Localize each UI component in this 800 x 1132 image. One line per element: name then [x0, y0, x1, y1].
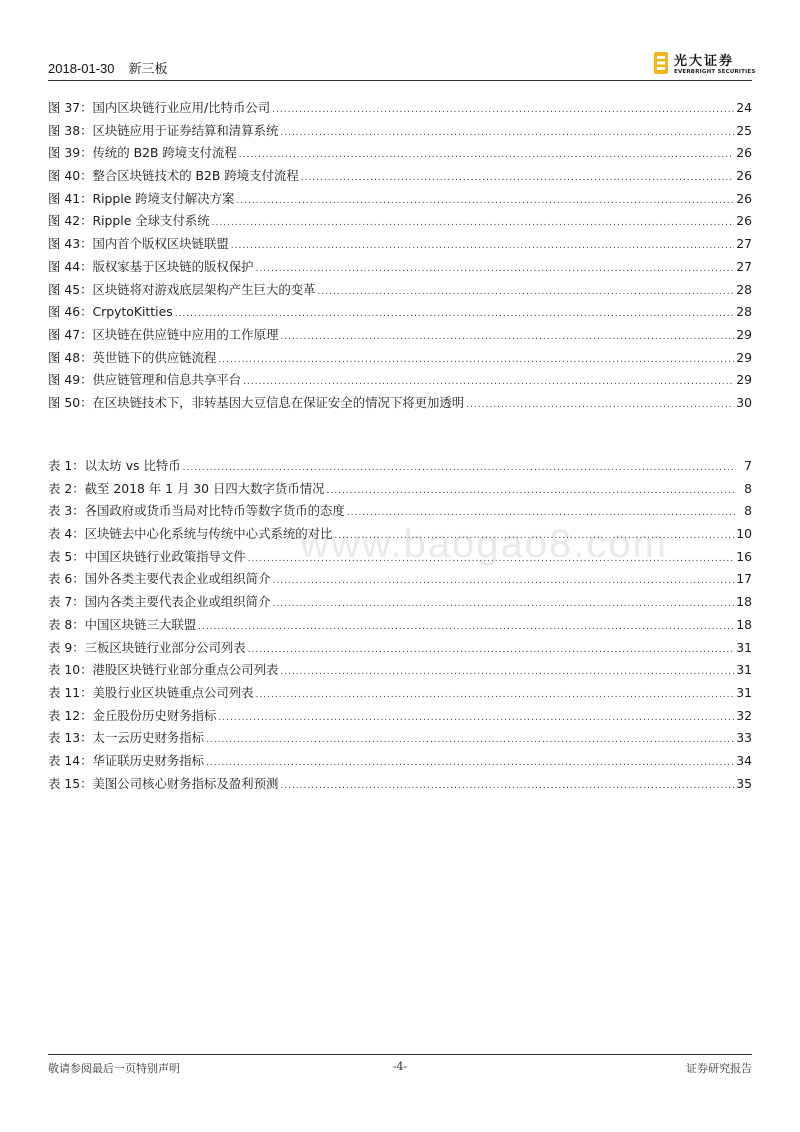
toc-entry[interactable]	[48, 234, 752, 257]
toc-entry-label: 图 39：传统的 B2B 跨境支付流程	[48, 145, 237, 161]
toc-entry-page: 17	[736, 571, 752, 587]
page-header	[48, 50, 756, 80]
toc-entry-page: 26	[736, 213, 752, 229]
toc-leader-dots	[231, 241, 734, 251]
toc-entry[interactable]	[48, 143, 752, 166]
toc-entry[interactable]	[48, 683, 752, 706]
toc-leader-dots	[272, 599, 734, 609]
toc-entry[interactable]	[48, 325, 752, 348]
toc-entry[interactable]	[48, 121, 752, 144]
toc-entry-label: 图 46：CrpytoKitties	[48, 304, 173, 320]
toc-entry-page: 27	[736, 236, 752, 252]
toc-entry[interactable]	[48, 98, 752, 121]
toc-entry-page: 29	[736, 372, 752, 388]
toc-leader-dots	[248, 554, 735, 564]
toc-entry[interactable]	[48, 569, 752, 592]
toc-entry-page: 18	[736, 594, 752, 610]
report-category: 新三板	[128, 61, 168, 76]
toc-entry-page: 30	[736, 394, 752, 410]
toc-entry[interactable]	[48, 728, 752, 751]
toc-entry-label: 图 49：供应链管理和信息共享平台	[48, 372, 242, 388]
toc-entry[interactable]	[48, 189, 752, 212]
toc-entry-label: 图 47：区块链在供应链中应用的工作原理	[48, 326, 279, 342]
toc-entry-page: 8	[744, 480, 752, 496]
toc-entry-page: 25	[736, 122, 752, 138]
toc-entry-label: 图 41：Ripple 跨境支付解决方案	[48, 190, 235, 206]
logo-mark-icon	[654, 52, 668, 74]
toc-entry-page: 31	[736, 639, 752, 655]
toc-leader-dots	[175, 309, 735, 319]
toc-entry[interactable]	[48, 479, 752, 502]
toc-entry-page: 27	[736, 258, 752, 274]
toc-entry-label: 表 11：美股行业区块链重点公司列表	[48, 684, 254, 700]
toc-leader-dots	[280, 667, 734, 677]
page-footer	[48, 1060, 752, 1078]
toc-entry[interactable]	[48, 592, 752, 615]
toc-entry-label: 表 6：国外各类主要代表企业或组织简介	[48, 571, 271, 587]
toc-leader-dots	[272, 105, 734, 115]
company-logo	[654, 50, 756, 80]
toc-entry-label: 图 38：区块链应用于证券结算和清算系统	[48, 122, 279, 138]
toc-entry-page: 33	[736, 730, 752, 746]
toc-entry-page: 28	[736, 304, 752, 320]
toc-entry-page: 8	[744, 503, 752, 519]
toc-entry-label: 图 42：Ripple 全球支付系统	[48, 213, 210, 229]
toc-entry[interactable]	[48, 638, 752, 661]
toc-leader-dots	[334, 531, 734, 541]
toc-leader-dots	[206, 735, 734, 745]
toc-leader-dots	[218, 713, 734, 723]
toc-entry-page: 26	[736, 190, 752, 206]
toc-entry-page: 32	[736, 707, 752, 723]
footer-disclaimer: 敬请参阅最后一页特别声明	[48, 1062, 180, 1075]
toc-entry-label: 表 13：太一云历史财务指标	[48, 730, 205, 746]
toc-leader-dots	[272, 576, 734, 586]
toc-entry[interactable]	[48, 166, 752, 189]
toc-entry[interactable]	[48, 211, 752, 234]
toc-entry-label: 图 43：国内首个版权区块链联盟	[48, 236, 229, 252]
toc-entry[interactable]	[48, 524, 752, 547]
toc-leader-dots	[212, 218, 735, 228]
logo-text-cn: 光大证券	[674, 54, 735, 69]
toc-entry-page: 10	[736, 526, 752, 542]
toc-entry-page: 31	[736, 662, 752, 678]
toc-entry-label: 图 48：英世链下的供应链流程	[48, 349, 217, 365]
report-date: 2018-01-30	[48, 61, 115, 76]
toc-entry-label: 表 12：金丘股份历史财务指标	[48, 707, 217, 723]
toc-entry-page: 35	[736, 775, 752, 791]
toc-leader-dots	[318, 287, 735, 297]
toc-leader-dots	[248, 645, 735, 655]
toc-leader-dots	[256, 264, 735, 274]
toc-entry[interactable]	[48, 501, 752, 524]
toc-leader-dots	[347, 508, 736, 518]
toc-entry-label: 表 5：中国区块链行业政策指导文件	[48, 548, 246, 564]
toc-entry-page: 26	[736, 145, 752, 161]
toc-leader-dots	[280, 332, 734, 342]
toc-entry[interactable]	[48, 393, 752, 416]
toc-entry[interactable]	[48, 774, 752, 797]
toc-entry[interactable]	[48, 280, 752, 303]
toc-entry-label: 表 1：以太坊 vs 比特币	[48, 458, 181, 473]
toc-entry-page: 34	[736, 752, 752, 768]
toc-leader-dots	[243, 377, 734, 387]
toc-entry[interactable]	[48, 547, 752, 570]
toc-entry-page: 24	[736, 100, 752, 115]
toc-entry-label: 表 15：美图公司核心财务指标及盈利预测	[48, 775, 279, 791]
toc-entry-page: 16	[736, 548, 752, 564]
toc-entry-label: 表 10：港股区块链行业部分重点公司列表	[48, 662, 279, 678]
toc-entry[interactable]	[48, 302, 752, 325]
header-info	[48, 58, 168, 77]
header-divider	[48, 80, 752, 81]
toc-leader-dots	[327, 486, 737, 496]
footer-divider	[48, 1054, 752, 1055]
toc-leader-dots	[236, 196, 734, 206]
page-number: -4-	[392, 1060, 408, 1073]
table-list	[48, 456, 752, 796]
toc-leader-dots	[206, 758, 734, 768]
toc-leader-dots	[198, 622, 734, 632]
toc-leader-dots	[466, 400, 734, 410]
footer-report-type: 证券研究报告	[686, 1062, 752, 1075]
toc-entry-label: 表 3：各国政府或货币当局对比特币等数字货币的态度	[48, 503, 345, 519]
toc-leader-dots	[280, 781, 734, 791]
toc-entry-label: 表 9：三板区块链行业部分公司列表	[48, 639, 246, 655]
toc-entry-label: 图 45：区块链将对游戏底层架构产生巨大的变革	[48, 281, 316, 297]
toc-entry-page: 18	[736, 616, 752, 632]
toc-leader-dots	[256, 690, 735, 700]
toc-entry[interactable]	[48, 751, 752, 774]
toc-leader-dots	[218, 355, 734, 365]
logo-text-en: EVERBRIGHT SECURITIES	[674, 69, 756, 75]
toc-leader-dots	[301, 173, 735, 183]
toc-entry[interactable]	[48, 660, 752, 683]
toc-entry-label: 表 14：华证联历史财务指标	[48, 752, 205, 768]
toc-entry[interactable]	[48, 456, 752, 479]
toc-entry-label: 表 7：国内各类主要代表企业或组织简介	[48, 594, 271, 610]
toc-entry-label: 表 4：区块链去中心化系统与传统中心式系统的对比	[48, 526, 333, 542]
toc-entry-page: 28	[736, 281, 752, 297]
toc-leader-dots	[239, 150, 734, 160]
watermark: www.baogao8.com	[300, 522, 668, 566]
toc-entry-label: 图 50：在区块链技术下，非转基因大豆信息在保证安全的情况下将更加透明	[48, 394, 465, 410]
toc-entry-label: 表 2：截至 2018 年 1 月 30 日四大数字货币情况	[48, 480, 325, 496]
toc-entry[interactable]	[48, 706, 752, 729]
figure-list	[48, 98, 752, 416]
toc-entry-page: 26	[736, 168, 752, 184]
toc-entry-page: 29	[736, 349, 752, 365]
toc-leader-dots	[280, 128, 734, 138]
toc-entry[interactable]	[48, 615, 752, 638]
toc-entry[interactable]	[48, 370, 752, 393]
toc-entry[interactable]	[48, 257, 752, 280]
toc-entry-page: 7	[744, 458, 752, 473]
toc-leader-dots	[183, 463, 736, 473]
toc-entry-label: 图 44：版权家基于区块链的版权保护	[48, 258, 254, 274]
toc-entry[interactable]	[48, 348, 752, 371]
toc-entry-page: 31	[736, 684, 752, 700]
toc-entry-page: 29	[736, 326, 752, 342]
toc-entry-label: 图 40：整合区块链技术的 B2B 跨境支付流程	[48, 168, 299, 184]
toc-entry-label: 表 8：中国区块链三大联盟	[48, 616, 197, 632]
toc-entry-label: 图 37：国内区块链行业应用/比特币公司	[48, 100, 271, 115]
